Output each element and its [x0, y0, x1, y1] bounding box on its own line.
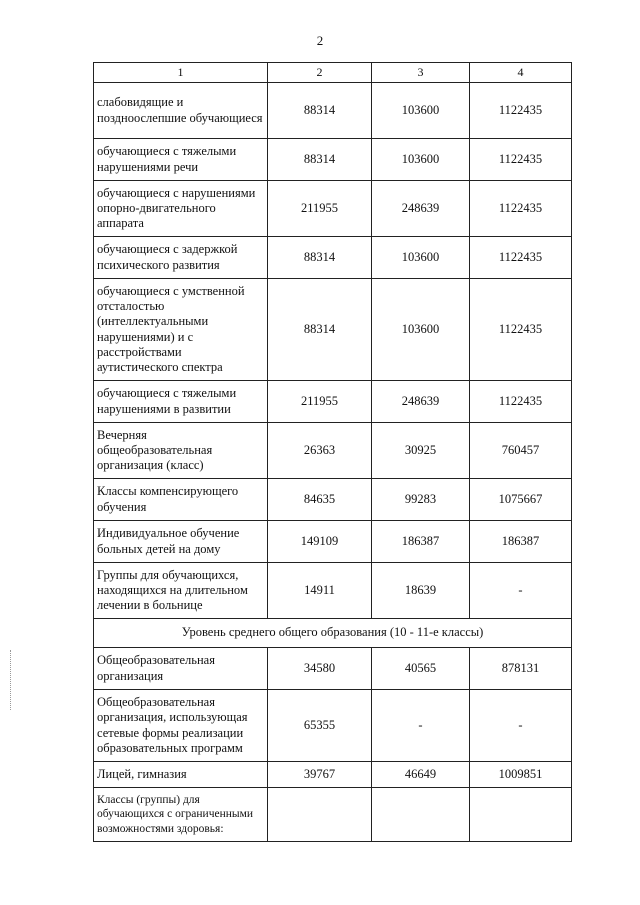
table-row [94, 181, 572, 237]
header-cell: 2 [268, 63, 372, 83]
cell-col3: 103600 [372, 83, 470, 139]
row-label: Лицей, гимназия [94, 762, 268, 788]
cell-col3: 248639 [372, 181, 470, 237]
cell-col4 [470, 788, 572, 842]
row-label: Классы (группы) для обучающихся с ограниченными возможностями здоровья: [94, 788, 268, 842]
row-label: обучающиеся с тяжелыми нарушениями речи [94, 139, 268, 181]
cell-col4: 1122435 [470, 139, 572, 181]
cell-col2: 88314 [268, 237, 372, 279]
row-label: Индивидуальное обучение больных детей на дому [94, 521, 268, 563]
cell-col4: 1009851 [470, 762, 572, 788]
cell-col2: 211955 [268, 181, 372, 237]
cell-col2: 149109 [268, 521, 372, 563]
table-row [94, 237, 572, 279]
row-label: Группы для обучающихся, находящихся на длительном лечении в больнице [94, 563, 268, 619]
header-cell: 1 [94, 63, 268, 83]
row-label: обучающиеся с тяжелыми нарушениями в развитии [94, 381, 268, 423]
cell-col3: 30925 [372, 423, 470, 479]
cell-col3 [372, 788, 470, 842]
cell-col4: 1122435 [470, 381, 572, 423]
cell-col2: 26363 [268, 423, 372, 479]
header-cell: 3 [372, 63, 470, 83]
header-cell: 4 [470, 63, 572, 83]
table-row [94, 521, 572, 563]
cell-col4: 1122435 [470, 181, 572, 237]
cell-col4: 1122435 [470, 83, 572, 139]
cell-col2: 65355 [268, 690, 372, 762]
table-row [94, 690, 572, 762]
cell-col4: 1122435 [470, 279, 572, 381]
cell-col3: 40565 [372, 648, 470, 690]
table-row [94, 762, 572, 788]
cell-col3: 248639 [372, 381, 470, 423]
cell-col3: 186387 [372, 521, 470, 563]
table-row [94, 563, 572, 619]
table-row [94, 381, 572, 423]
cell-col3: 46649 [372, 762, 470, 788]
table-row [94, 648, 572, 690]
table-row [94, 423, 572, 479]
cell-col2: 84635 [268, 479, 372, 521]
row-label: обучающиеся с задержкой психического развития [94, 237, 268, 279]
tariff-table [93, 62, 572, 842]
table-row [94, 83, 572, 139]
header-row [94, 63, 572, 83]
row-label: обучающиеся с нарушениями опорно-двигательного аппарата [94, 181, 268, 237]
cell-col4: 760457 [470, 423, 572, 479]
cell-col4: 1122435 [470, 237, 572, 279]
cell-col2: 88314 [268, 83, 372, 139]
cell-col4: 1075667 [470, 479, 572, 521]
section-title: Уровень среднего общего образования (10 - 11-е классы) [94, 619, 572, 648]
cell-col3: 103600 [372, 279, 470, 381]
cell-col2: 88314 [268, 279, 372, 381]
row-label: Общеобразовательная организация [94, 648, 268, 690]
row-label: Общеобразовательная организация, использующая сетевые формы реализации образовательных программ [94, 690, 268, 762]
cell-col4: - [470, 690, 572, 762]
cell-col2: 39767 [268, 762, 372, 788]
table-row [94, 139, 572, 181]
cell-col3: 103600 [372, 139, 470, 181]
cell-col4: - [470, 563, 572, 619]
cell-col3: 18639 [372, 563, 470, 619]
table-row [94, 279, 572, 381]
cell-col4: 186387 [470, 521, 572, 563]
section-row [94, 619, 572, 648]
page-number: 2 [316, 33, 324, 48]
row-label: слабовидящие и поздноослепшие обучающиеся [94, 83, 268, 139]
row-label: Классы компенсирующего обучения [94, 479, 268, 521]
scan-margin-mark [10, 650, 11, 710]
row-label: обучающиеся с умственной отсталостью (интеллектуальными нарушениями) и с расстройствами аутистического спектра [94, 279, 268, 381]
cell-col2: 34580 [268, 648, 372, 690]
cell-col2: 88314 [268, 139, 372, 181]
cell-col2 [268, 788, 372, 842]
cell-col2: 211955 [268, 381, 372, 423]
table-row [94, 479, 572, 521]
cell-col4: 878131 [470, 648, 572, 690]
row-label: Вечерняя общеобразовательная организация (класс) [94, 423, 268, 479]
cell-col2: 14911 [268, 563, 372, 619]
cell-col3: - [372, 690, 470, 762]
table-row [94, 788, 572, 842]
cell-col3: 99283 [372, 479, 470, 521]
cell-col3: 103600 [372, 237, 470, 279]
